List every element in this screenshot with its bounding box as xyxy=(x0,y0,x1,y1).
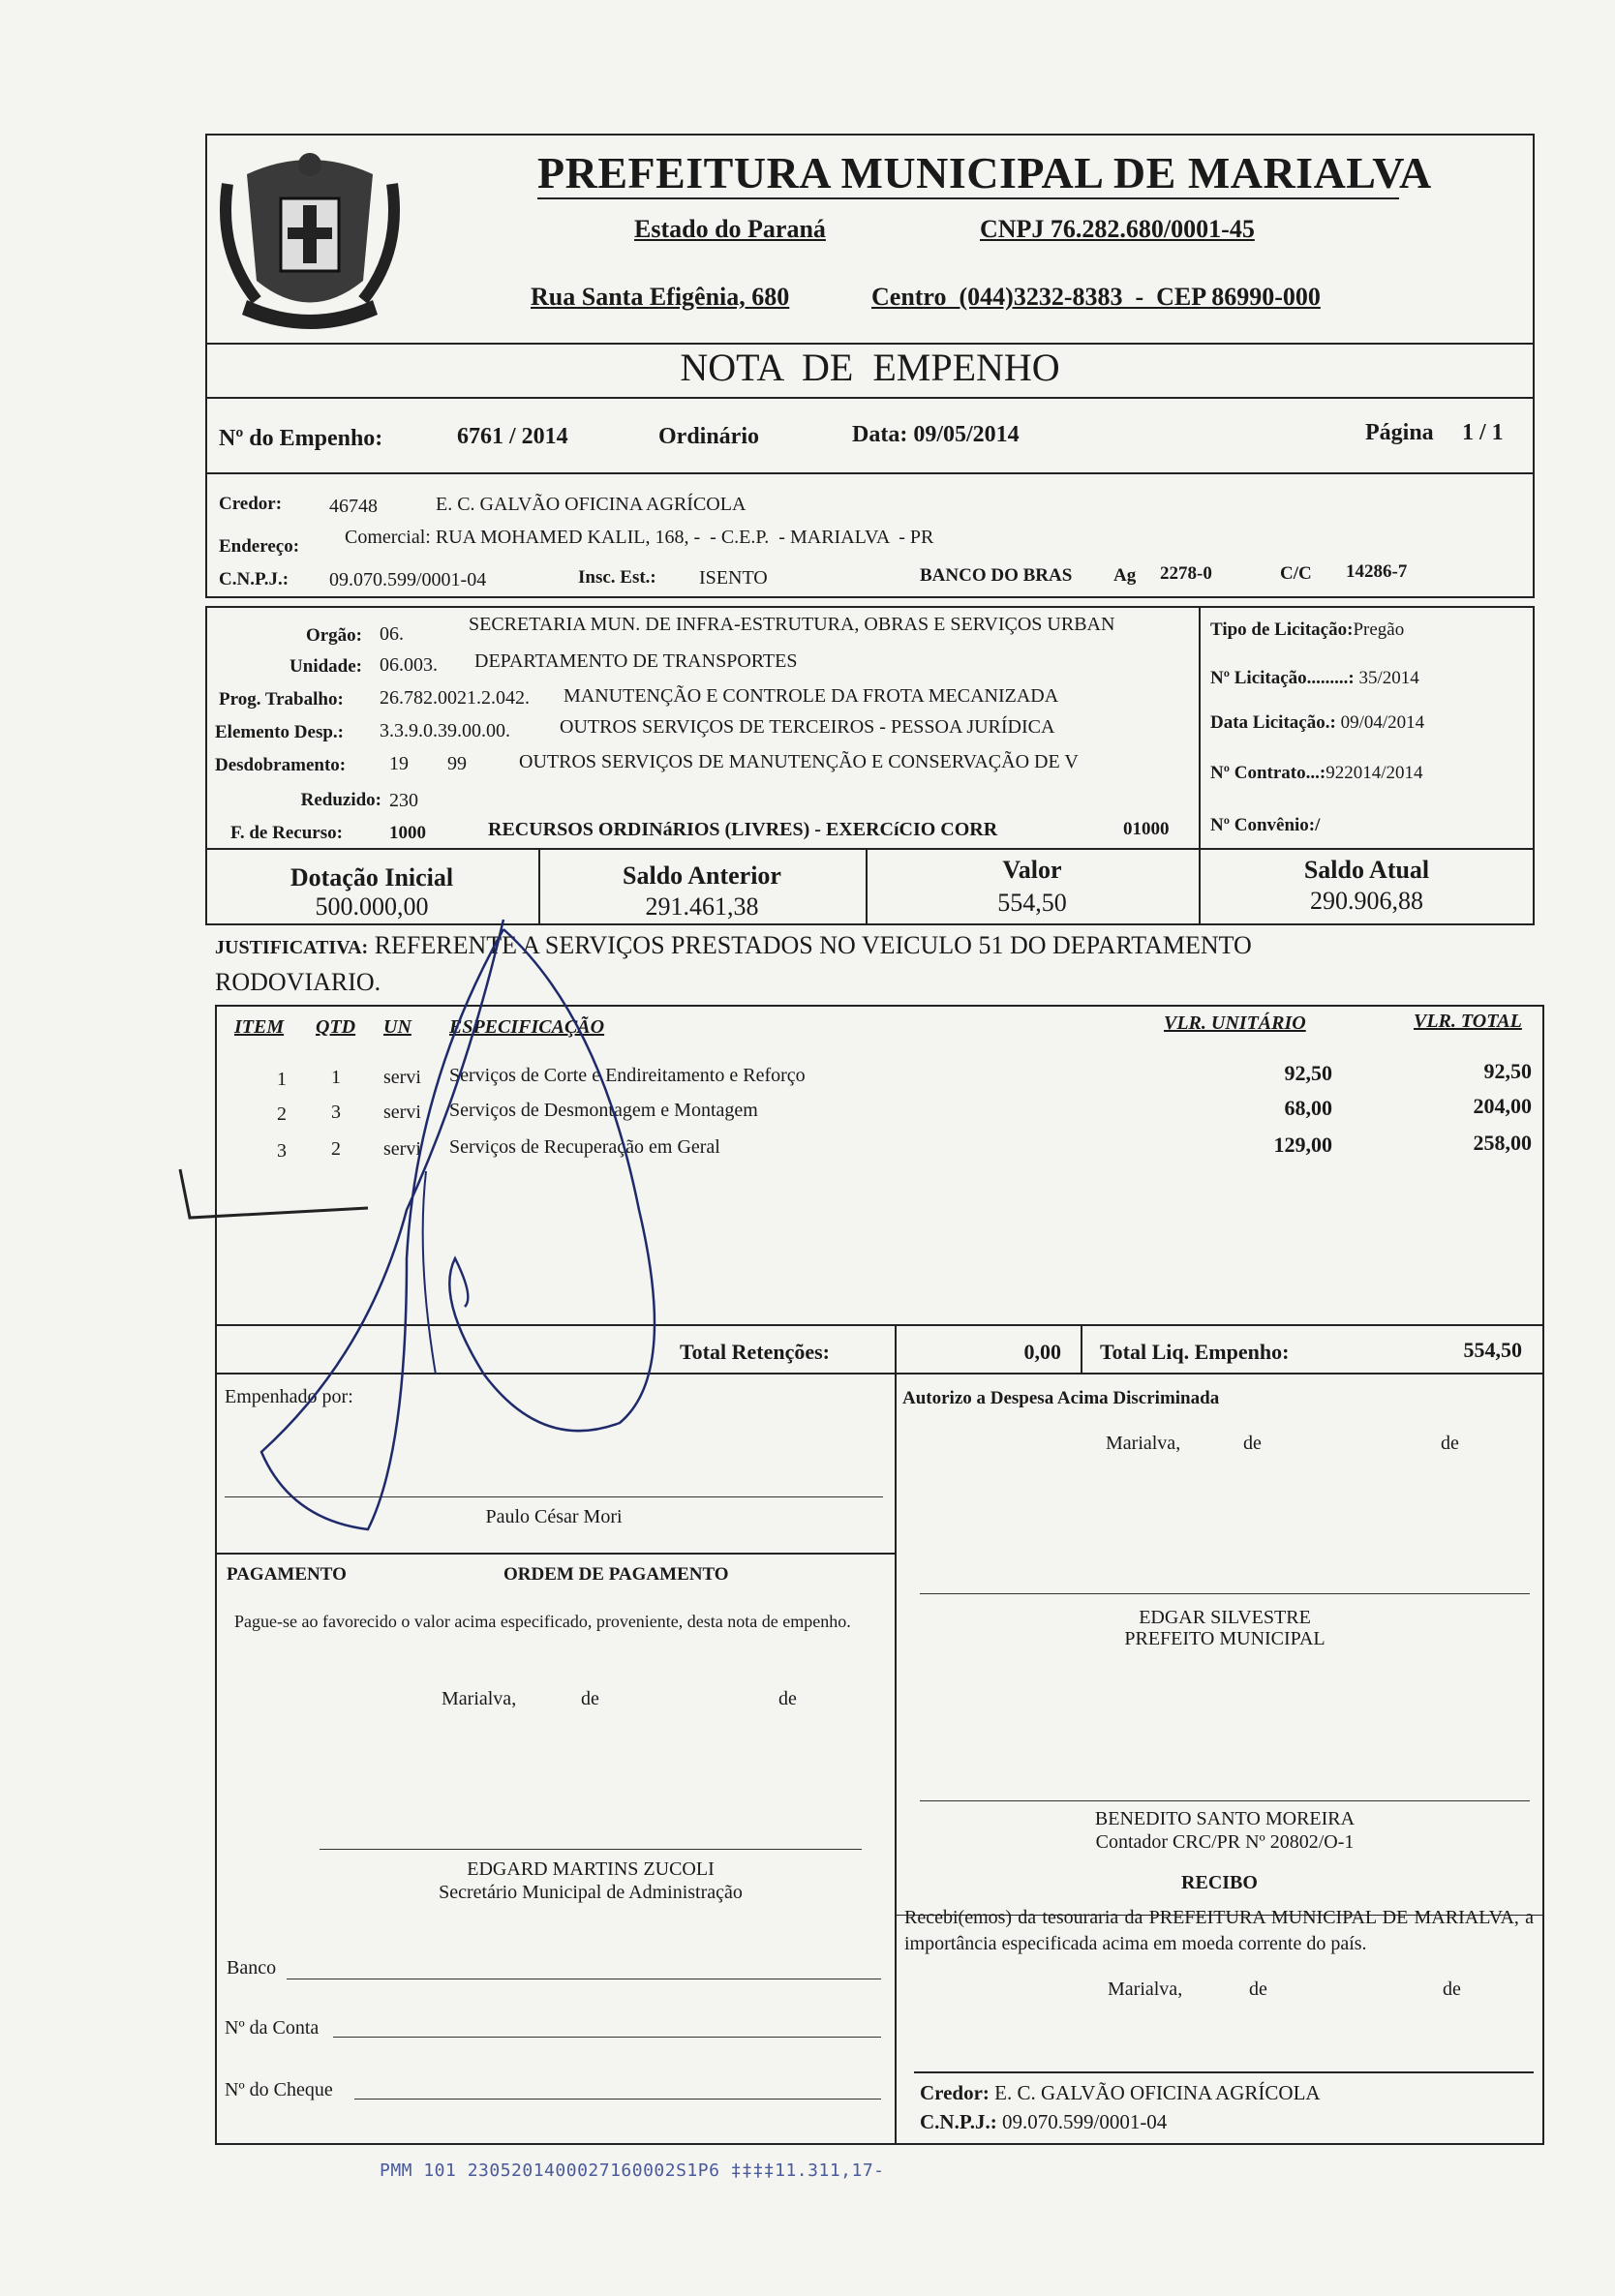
item-un: servi xyxy=(383,1067,421,1088)
prefeito-name: EDGAR SILVESTRE xyxy=(1139,1607,1311,1628)
fonte-label: F. de Recurso: xyxy=(230,823,343,843)
anterior-label: Saldo Anterior xyxy=(623,861,781,890)
item-number: 2 xyxy=(277,1103,287,1125)
unidade-code: 06.003. xyxy=(380,654,438,676)
secretario-title: Secretário Municipal de Administração xyxy=(439,1882,743,1903)
pague-city: Marialva, xyxy=(442,1688,517,1709)
valor-value: 554,50 xyxy=(997,889,1067,917)
contador-name: BENEDITO SANTO MOREIRA xyxy=(1094,1808,1356,1829)
num-licitacao-value: 35/2014 xyxy=(1358,668,1419,688)
item-total: 258,00 xyxy=(1473,1131,1532,1155)
empenho-number-label: Nº do Empenho: xyxy=(219,426,383,451)
col-qtd: QTD xyxy=(316,1016,356,1038)
secretario-name: EDGARD MARTINS ZUCOLI xyxy=(467,1858,715,1880)
item-desc: Serviços de Corte e Endireitamento e Reforço xyxy=(449,1065,806,1086)
liq-label: Total Liq. Empenho: xyxy=(1100,1340,1290,1364)
dotacao-value: 500.000,00 xyxy=(315,892,429,921)
empenho-number: 6761 / 2014 xyxy=(457,424,568,449)
pagamento-label: PAGAMENTO xyxy=(227,1564,347,1585)
col-un: UN xyxy=(383,1016,411,1038)
district-phone-cep: Centro (044)3232-8383 - CEP 86990-000 xyxy=(871,283,1321,311)
reduzido-label: Reduzido: xyxy=(300,790,381,810)
footer-credor-name: E. C. GALVÃO OFICINA AGRÍCOLA xyxy=(994,2081,1321,2104)
data-licitacao xyxy=(1210,712,1424,734)
recibo-de1: de xyxy=(1249,1979,1267,2000)
empenho-date: Data: 09/05/2014 xyxy=(852,422,1020,447)
orgao-code: 06. xyxy=(380,623,404,645)
pague-de1: de xyxy=(581,1688,599,1709)
prog-code: 26.782.0021.2.042. xyxy=(380,687,530,709)
authentication-stamp: PMM 101 2305201400027160002S1P6 ‡‡‡‡11.311,17- xyxy=(380,2160,885,2181)
credor-address: Comercial: RUA MOHAMED KALIL, 168, - - C.E.P. - MARIALVA - PR xyxy=(345,527,934,548)
elem-code: 3.3.9.0.39.00.00. xyxy=(380,720,510,741)
page-value: 1 / 1 xyxy=(1462,420,1504,445)
reduzido-value: 230 xyxy=(389,790,418,811)
num-licitacao-label: Nº Licitação.........: xyxy=(1210,668,1355,688)
page-label: Página xyxy=(1365,420,1434,445)
cnpj-label: CNPJ 76.282.680/0001-45 xyxy=(980,215,1255,243)
prog-label: Prog. Trabalho: xyxy=(219,689,344,710)
credor-label: Credor: xyxy=(219,494,283,514)
orgao-desc: SECRETARIA MUN. DE INFRA-ESTRUTURA, OBRAS E SERVIÇOS URBAN xyxy=(469,614,1115,635)
signatures-box xyxy=(215,1373,1544,2145)
contrato xyxy=(1210,763,1422,784)
empenho-type: Ordinário xyxy=(658,424,760,449)
ordem-label: ORDEM DE PAGAMENTO xyxy=(503,1564,729,1585)
prog-desc: MANUTENÇÃO E CONTROLE DA FROTA MECANIZADA xyxy=(564,685,1059,707)
contrato-value: 922014/2014 xyxy=(1326,763,1423,783)
item-qtd: 2 xyxy=(331,1138,341,1160)
pague-text: Pague-se ao favorecido o valor acima especificado, proveniente, desta nota de empenho. xyxy=(234,1612,851,1631)
item-total: 204,00 xyxy=(1473,1094,1532,1118)
desd-code2: 99 xyxy=(447,753,467,774)
pague-de2: de xyxy=(778,1688,797,1709)
desd-label: Desdobramento: xyxy=(215,755,347,775)
prefeito-title: PREFEITO MUNICIPAL xyxy=(1124,1628,1326,1649)
state-label: Estado do Paraná xyxy=(634,215,826,243)
convenio-label: Nº Convênio:/ xyxy=(1210,815,1321,835)
totals-box xyxy=(215,1324,1544,1375)
liq-value: 554,50 xyxy=(1463,1338,1522,1362)
recibo-de2: de xyxy=(1443,1979,1461,2000)
elem-label: Elemento Desp.: xyxy=(215,722,344,742)
recibo-text: Recebi(emos) da tesouraria da PREFEITURA MUNICIPAL DE MARIALVA, a importância especificada acima em moeda corrente do país. xyxy=(904,1907,1534,1954)
doc-title: NOTA DE EMPENHO xyxy=(680,346,1060,389)
tipo-licitacao xyxy=(1210,619,1404,641)
footer-cnpj-label: C.N.P.J.: xyxy=(920,2110,997,2133)
col-total: VLR. TOTAL xyxy=(1414,1011,1522,1032)
item-un: servi xyxy=(383,1102,421,1123)
insc-label: Insc. Est.: xyxy=(578,567,656,588)
insc-value: ISENTO xyxy=(699,567,768,589)
footer-credor xyxy=(920,2081,1321,2105)
item-un: servi xyxy=(383,1138,421,1160)
justificativa-label: JUSTIFICATIVA: xyxy=(215,937,369,958)
item-unit: 68,00 xyxy=(1284,1096,1332,1120)
justificativa-line1 xyxy=(215,931,1252,960)
agency-value: 2278-0 xyxy=(1160,563,1212,584)
unidade-label: Unidade: xyxy=(289,656,362,677)
elem-desc: OUTROS SERVIÇOS DE TERCEIROS - PESSOA JURÍDICA xyxy=(560,716,1055,738)
anterior-value: 291.461,38 xyxy=(645,892,759,921)
justificativa-text1: REFERENTE A SERVIÇOS PRESTADOS NO VEICULO 51 DO DEPARTAMENTO xyxy=(374,931,1252,959)
col-unit: VLR. UNITÁRIO xyxy=(1164,1012,1306,1034)
empenhado-label: Empenhado por: xyxy=(225,1386,353,1407)
atual-value: 290.906,88 xyxy=(1310,887,1423,915)
credor-cnpj: 09.070.599/0001-04 xyxy=(329,569,487,590)
justificativa-text2: RODOVIARIO. xyxy=(215,968,381,996)
footer-cnpj-value: 09.070.599/0001-04 xyxy=(1001,2110,1168,2133)
bank-name: BANCO DO BRAS xyxy=(920,565,1073,586)
item-desc: Serviços de Recuperação em Geral xyxy=(449,1136,720,1158)
conta-label: Nº da Conta xyxy=(225,2017,320,2039)
recibo-city: Marialva, xyxy=(1108,1979,1183,2000)
page-title: PREFEITURA MUNICIPAL DE MARIALVA xyxy=(537,148,1432,197)
dotacao-label: Dotação Inicial xyxy=(289,863,454,891)
data-licitacao-value: 09/04/2014 xyxy=(1340,712,1425,733)
fonte-desc: RECURSOS ORDINáRIOS (LIVRES) - EXERCíCIO CORR xyxy=(488,819,998,840)
autorizo-label: Autorizo a Despesa Acima Discriminada xyxy=(902,1388,1220,1408)
item-number: 1 xyxy=(277,1069,287,1090)
empenhado-name: Paulo César Mori xyxy=(485,1506,623,1527)
autorizo-de2: de xyxy=(1441,1433,1459,1454)
retencoes-value: 0,00 xyxy=(1023,1340,1061,1364)
banco-label: Banco xyxy=(227,1957,277,1979)
atual-label: Saldo Atual xyxy=(1303,856,1430,884)
desd-desc: OUTROS SERVIÇOS DE MANUTENÇÃO E CONSERVAÇÃO DE V xyxy=(519,751,1079,772)
item-number: 3 xyxy=(277,1140,287,1162)
num-licitacao xyxy=(1210,668,1419,689)
recibo-label: RECIBO xyxy=(1181,1872,1258,1893)
account-label: C/C xyxy=(1280,563,1312,584)
credor-code: 46748 xyxy=(329,496,378,517)
cheque-label: Nº do Cheque xyxy=(225,2079,333,2100)
tipo-licitacao-label: Tipo de Licitação: xyxy=(1210,619,1354,640)
address-label: Rua Santa Efigênia, 680 xyxy=(531,283,790,311)
account-value: 14286-7 xyxy=(1346,561,1408,582)
item-unit: 129,00 xyxy=(1273,1133,1332,1157)
desd-code1: 19 xyxy=(389,753,409,774)
item-desc: Serviços de Desmontagem e Montagem xyxy=(449,1100,758,1121)
coat-of-arms-icon xyxy=(218,145,402,339)
title-underline xyxy=(537,197,1399,199)
item-qtd: 1 xyxy=(331,1067,341,1088)
col-espec: ESPECIFICAÇÃO xyxy=(449,1016,605,1038)
data-licitacao-label: Data Licitação.: xyxy=(1210,712,1336,733)
col-item: ITEM xyxy=(234,1016,285,1038)
items-box xyxy=(215,1005,1544,1326)
agency-label: Ag xyxy=(1113,565,1137,586)
tipo-licitacao-value: Pregão xyxy=(1353,619,1405,640)
item-unit: 92,50 xyxy=(1284,1061,1332,1085)
fonte-code: 1000 xyxy=(389,823,426,843)
contador-title: Contador CRC/PR Nº 20802/O-1 xyxy=(1095,1831,1355,1853)
item-total: 92,50 xyxy=(1483,1059,1532,1083)
valor-label: Valor xyxy=(1002,856,1062,884)
autorizo-city: Marialva, xyxy=(1106,1433,1181,1454)
address-field-label: Endereço: xyxy=(219,536,300,557)
orgao-label: Orgão: xyxy=(305,625,362,646)
credor-name: E. C. GALVÃO OFICINA AGRÍCOLA xyxy=(436,494,747,515)
unidade-desc: DEPARTAMENTO DE TRANSPORTES xyxy=(474,650,798,672)
footer-cnpj xyxy=(920,2110,1167,2134)
fonte-code2: 01000 xyxy=(1123,819,1170,839)
footer-credor-label: Credor: xyxy=(920,2081,990,2104)
item-qtd: 3 xyxy=(331,1102,341,1123)
cnpj-field-label: C.N.P.J.: xyxy=(219,569,289,589)
autorizo-de1: de xyxy=(1243,1433,1262,1454)
retencoes-label: Total Retenções: xyxy=(680,1340,830,1364)
contrato-label: Nº Contrato...: xyxy=(1210,763,1326,783)
